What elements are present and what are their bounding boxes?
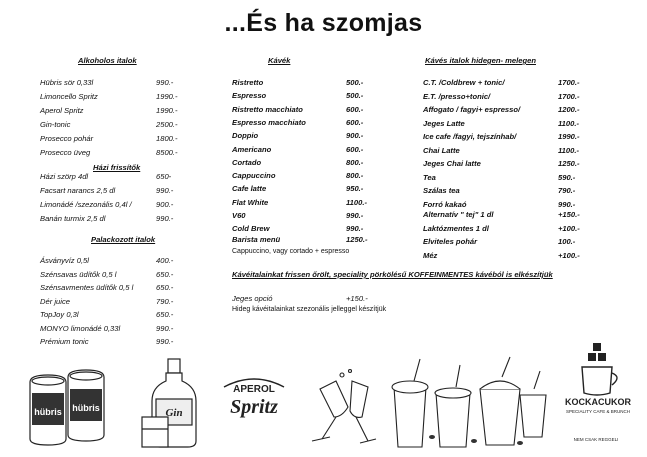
illustrations	[0, 337, 647, 457]
menu-item-name: Jeges Latte	[423, 118, 465, 128]
menu-item-price: 500.-	[346, 78, 364, 87]
menu-item-price: 590.-	[558, 172, 576, 182]
menu-item-price: 990.-	[558, 199, 576, 209]
menu-item-name: Aperol Spritz	[40, 106, 84, 115]
coffee-heading: Kávék	[268, 56, 291, 65]
menu-item-price: 400.-	[156, 256, 174, 265]
barista-menu-name: Barista menü	[232, 235, 281, 244]
menu-item-name: Ristretto macchiato	[232, 104, 303, 114]
menu-item-name: Cold Brew	[232, 224, 270, 234]
menu-item-name: Méz	[423, 250, 438, 260]
iced-option-name: Jeges opció	[232, 294, 273, 303]
iced-option-price: +150.-	[346, 294, 368, 303]
menu-item-name: Házi szörp 4dl	[40, 172, 89, 181]
menu-item-name: MONYO limonádé 0,33l	[40, 323, 121, 333]
kockacukor-logo-name: KOCKACUKOR	[565, 397, 631, 407]
gin-label: Gin	[165, 407, 183, 419]
menu-item-name: TopJoy 0,3l	[40, 310, 79, 319]
alcohol-heading: Alkoholos italok	[78, 56, 137, 65]
aperol-logo-top: APEROL	[233, 384, 275, 395]
menu-item-price: 8500.-	[156, 148, 178, 157]
menu-item-name: Cortado	[232, 157, 262, 167]
menu-item-price: 600.-	[346, 117, 364, 127]
menu-item-price: 600.-	[346, 104, 364, 114]
menu-item-price: +150.-	[558, 210, 580, 219]
menu-item-name: Banán turmix 2,5 dl	[40, 214, 106, 223]
menu-item-name: Doppio	[232, 131, 259, 141]
menu-item-price: 800.-	[346, 171, 364, 181]
menu-item-name: E.T. /presso+tonic/	[423, 91, 491, 101]
menu-item-price: 2500.-	[156, 120, 178, 129]
menu-item-name: Espresso macchiato	[232, 117, 306, 127]
menu-item-name: Elviteles pohár	[423, 237, 478, 246]
bottled-heading: Palackozott italok	[91, 235, 156, 244]
menu-item-price: 990.-	[346, 224, 364, 234]
gin-bottle-illustration	[142, 359, 196, 447]
menu-item-price: 800.-	[346, 157, 364, 167]
menu-item-name: Ásványvíz 0,5l	[40, 256, 89, 265]
menu-item-price: 1990.-	[156, 92, 178, 101]
menu-item-price: 500.-	[346, 91, 364, 101]
menu-item-name: Affogato / fagyi+ espresso/	[423, 105, 521, 114]
menu-item-price: 1100.-	[558, 145, 579, 155]
menu-item-price: 650.-	[156, 283, 174, 292]
barista-note: Cappuccino, vagy cortado + espresso	[232, 248, 350, 255]
menu-item-name: Laktózmentes 1 dl	[423, 223, 489, 233]
menu-item-name: C.T. /Coldbrew + tonic/	[423, 78, 505, 87]
menu-item-name: Cafe latte	[232, 184, 267, 194]
aperol-logo-bottom: Spritz	[230, 396, 278, 418]
decaf-notice: Kávéitalainkat frissen őrölt, speciality pörkölésű KOFFEINMENTES kávéból is elkészítjük	[232, 270, 553, 279]
coffee-drinks-heading: Kávés italok hidegen- melegen	[425, 56, 536, 65]
menu-item-price: 1100.-	[346, 197, 367, 207]
menu-item-price: 1700.-	[558, 91, 580, 101]
menu-item-name: Flat White	[232, 197, 269, 207]
menu-item-price: 1100.-	[558, 118, 579, 128]
iced-note: Hideg kávéitalainkat szezonális jelleggel készítjük	[232, 306, 387, 313]
menu-item-name: Szénsavas üdítők 0,5 l	[40, 269, 117, 279]
champagne-glasses-illustration	[312, 370, 376, 444]
menu-item-name: Dér juice	[40, 296, 70, 306]
menu-item-name: Cappuccino	[232, 171, 276, 181]
menu-item-name: Ice cafe /fagyi, tejszínhab/	[423, 132, 517, 141]
menu-item-price: 990.-	[156, 186, 174, 195]
menu-item-price: 1990.-	[156, 106, 178, 115]
menu-item-name: Prosecco üveg	[40, 148, 91, 157]
menu-item-price: 650.-	[156, 269, 174, 279]
menu-item-price: 1250.-	[558, 159, 580, 168]
menu-item-name: V60	[232, 211, 246, 220]
menu-item-name: Ristretto	[232, 78, 264, 87]
menu-item-price: 100.-	[558, 237, 576, 246]
menu-item-name: Americano	[232, 144, 272, 154]
menu-item-name: Tea	[423, 172, 436, 182]
barista-menu-price: 1250.-	[346, 235, 368, 244]
menu-item-name: Szénsavmentes üdítők 0,5 l	[40, 283, 134, 292]
hubris-label-2: hübris	[72, 403, 100, 413]
menu-item-name: Prosecco pohár	[40, 134, 94, 143]
menu-item-price: 990.-	[156, 78, 174, 87]
menu-item-price: 650.-	[156, 310, 174, 319]
iced-drinks-illustration	[392, 357, 546, 447]
menu-item-name: Hübris sör 0,33l	[40, 78, 94, 87]
menu-item-price: 900.-	[346, 131, 364, 141]
menu-item-price: 990.-	[156, 337, 174, 346]
menu-item-name: Forró kakaó	[423, 199, 467, 209]
menu-item-name: Jeges Chai latte	[423, 159, 481, 168]
menu-item-price: +100.-	[558, 223, 580, 233]
kockacukor-logo-icon	[582, 343, 617, 395]
homemade-heading: Házi frissítők	[93, 163, 141, 172]
menu-item-price: 1990.-	[558, 132, 580, 141]
kockacukor-logo-tagline: NEM CSAK REGGELI	[573, 437, 619, 442]
menu-item-name: Limoncello Spritz	[40, 92, 98, 101]
menu-item-price: 950.-	[346, 184, 364, 194]
menu-item-name: Chai Latte	[423, 145, 460, 155]
kockacukor-logo-sub: SPECIALITY CAFE & BRUNCH	[566, 409, 630, 414]
page-title: ...És ha szomjas	[224, 9, 423, 37]
menu-item-price: 1700.-	[558, 78, 580, 87]
menu-item-name: Facsart narancs 2,5 dl	[40, 186, 116, 195]
menu-item-name: Gin-tonic	[40, 120, 71, 129]
hubris-label-1: hübris	[34, 407, 62, 417]
menu-item-price: 600.-	[346, 144, 364, 154]
menu-item-name: Limonádé /szezonális 0,4l /	[40, 200, 132, 209]
menu-item-price: 790.-	[558, 186, 576, 195]
menu-item-price: 1800.-	[156, 134, 178, 143]
menu-item-name: Alternatív " tej" 1 dl	[423, 210, 494, 219]
menu-item-price: 790.-	[156, 296, 174, 306]
menu-item-price: 990.-	[156, 214, 174, 223]
menu-item-name: Prémium tonic	[40, 337, 89, 346]
menu-item-price: 990.-	[156, 323, 174, 333]
menu-item-price: 1200.-	[558, 105, 580, 114]
menu-item-name: Szálas tea	[423, 186, 460, 195]
menu-item-price: 990.-	[346, 211, 364, 220]
menu-item-price: 900.-	[156, 200, 174, 209]
menu-item-price: 650-	[156, 172, 172, 181]
menu-item-price: +100.-	[558, 250, 580, 260]
menu-item-name: Espresso	[232, 91, 267, 101]
